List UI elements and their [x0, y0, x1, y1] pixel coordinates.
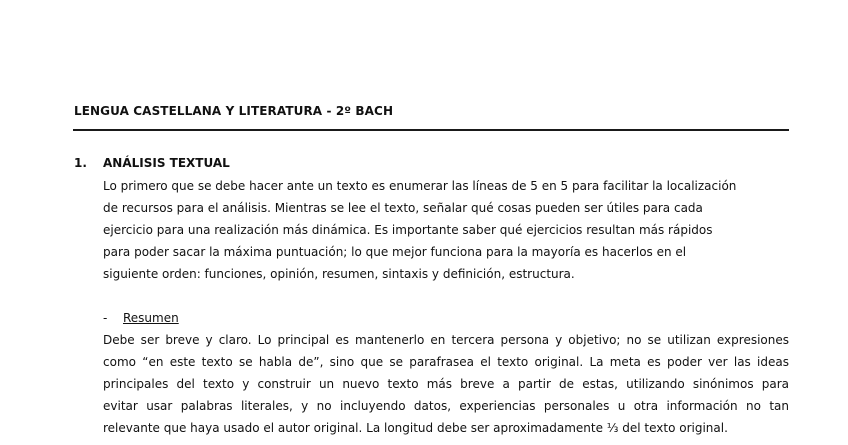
resumen-paragraph-line: como “en este texto se habla de”, sino que se parafrasea el texto original. La meta es poder ver las ideas: [103, 355, 789, 369]
resumen-paragraph-line: relevante que haya usado el autor original. La longitud debe ser aproximadamente ⅓ del texto original.: [103, 421, 728, 435]
intro-paragraph-line: Lo primero que se debe hacer ante un texto es enumerar las líneas de 5 en 5 para facilitar la localización: [103, 179, 737, 193]
document-header-title: LENGUA CASTELLANA Y LITERATURA - 2º BACH: [74, 104, 394, 118]
subsection-bullet: -: [103, 311, 108, 325]
header-divider: [73, 129, 789, 131]
resumen-paragraph-line: evitar usar palabras literales, y no incluyendo datos, experiencias personales u otra información no tan: [103, 399, 789, 413]
section-number: 1.: [74, 156, 87, 170]
subsection-title-resumen: Resumen: [123, 311, 179, 325]
intro-paragraph-line: de recursos para el análisis. Mientras se lee el texto, señalar qué cosas pueden ser útiles para cada: [103, 201, 703, 215]
intro-paragraph-line: ejercicio para una realización más dinámica. Es importante saber qué ejercicios resultan más rápidos: [103, 223, 713, 237]
section-title: ANÁLISIS TEXTUAL: [103, 156, 230, 170]
intro-paragraph-line: siguiente orden: funciones, opinión, resumen, sintaxis y definición, estructura.: [103, 267, 575, 281]
resumen-paragraph-line: Debe ser breve y claro. Lo principal es mantenerlo en tercera persona y objetivo; no se utilizan expresiones: [103, 333, 789, 347]
resumen-paragraph-line: principales del texto y construir un nuevo texto más breve a partir de estas, utilizando sinónimos para: [103, 377, 789, 391]
intro-paragraph-line: para poder sacar la máxima puntuación; lo que mejor funciona para la mayoría es hacerlos en el: [103, 245, 687, 259]
